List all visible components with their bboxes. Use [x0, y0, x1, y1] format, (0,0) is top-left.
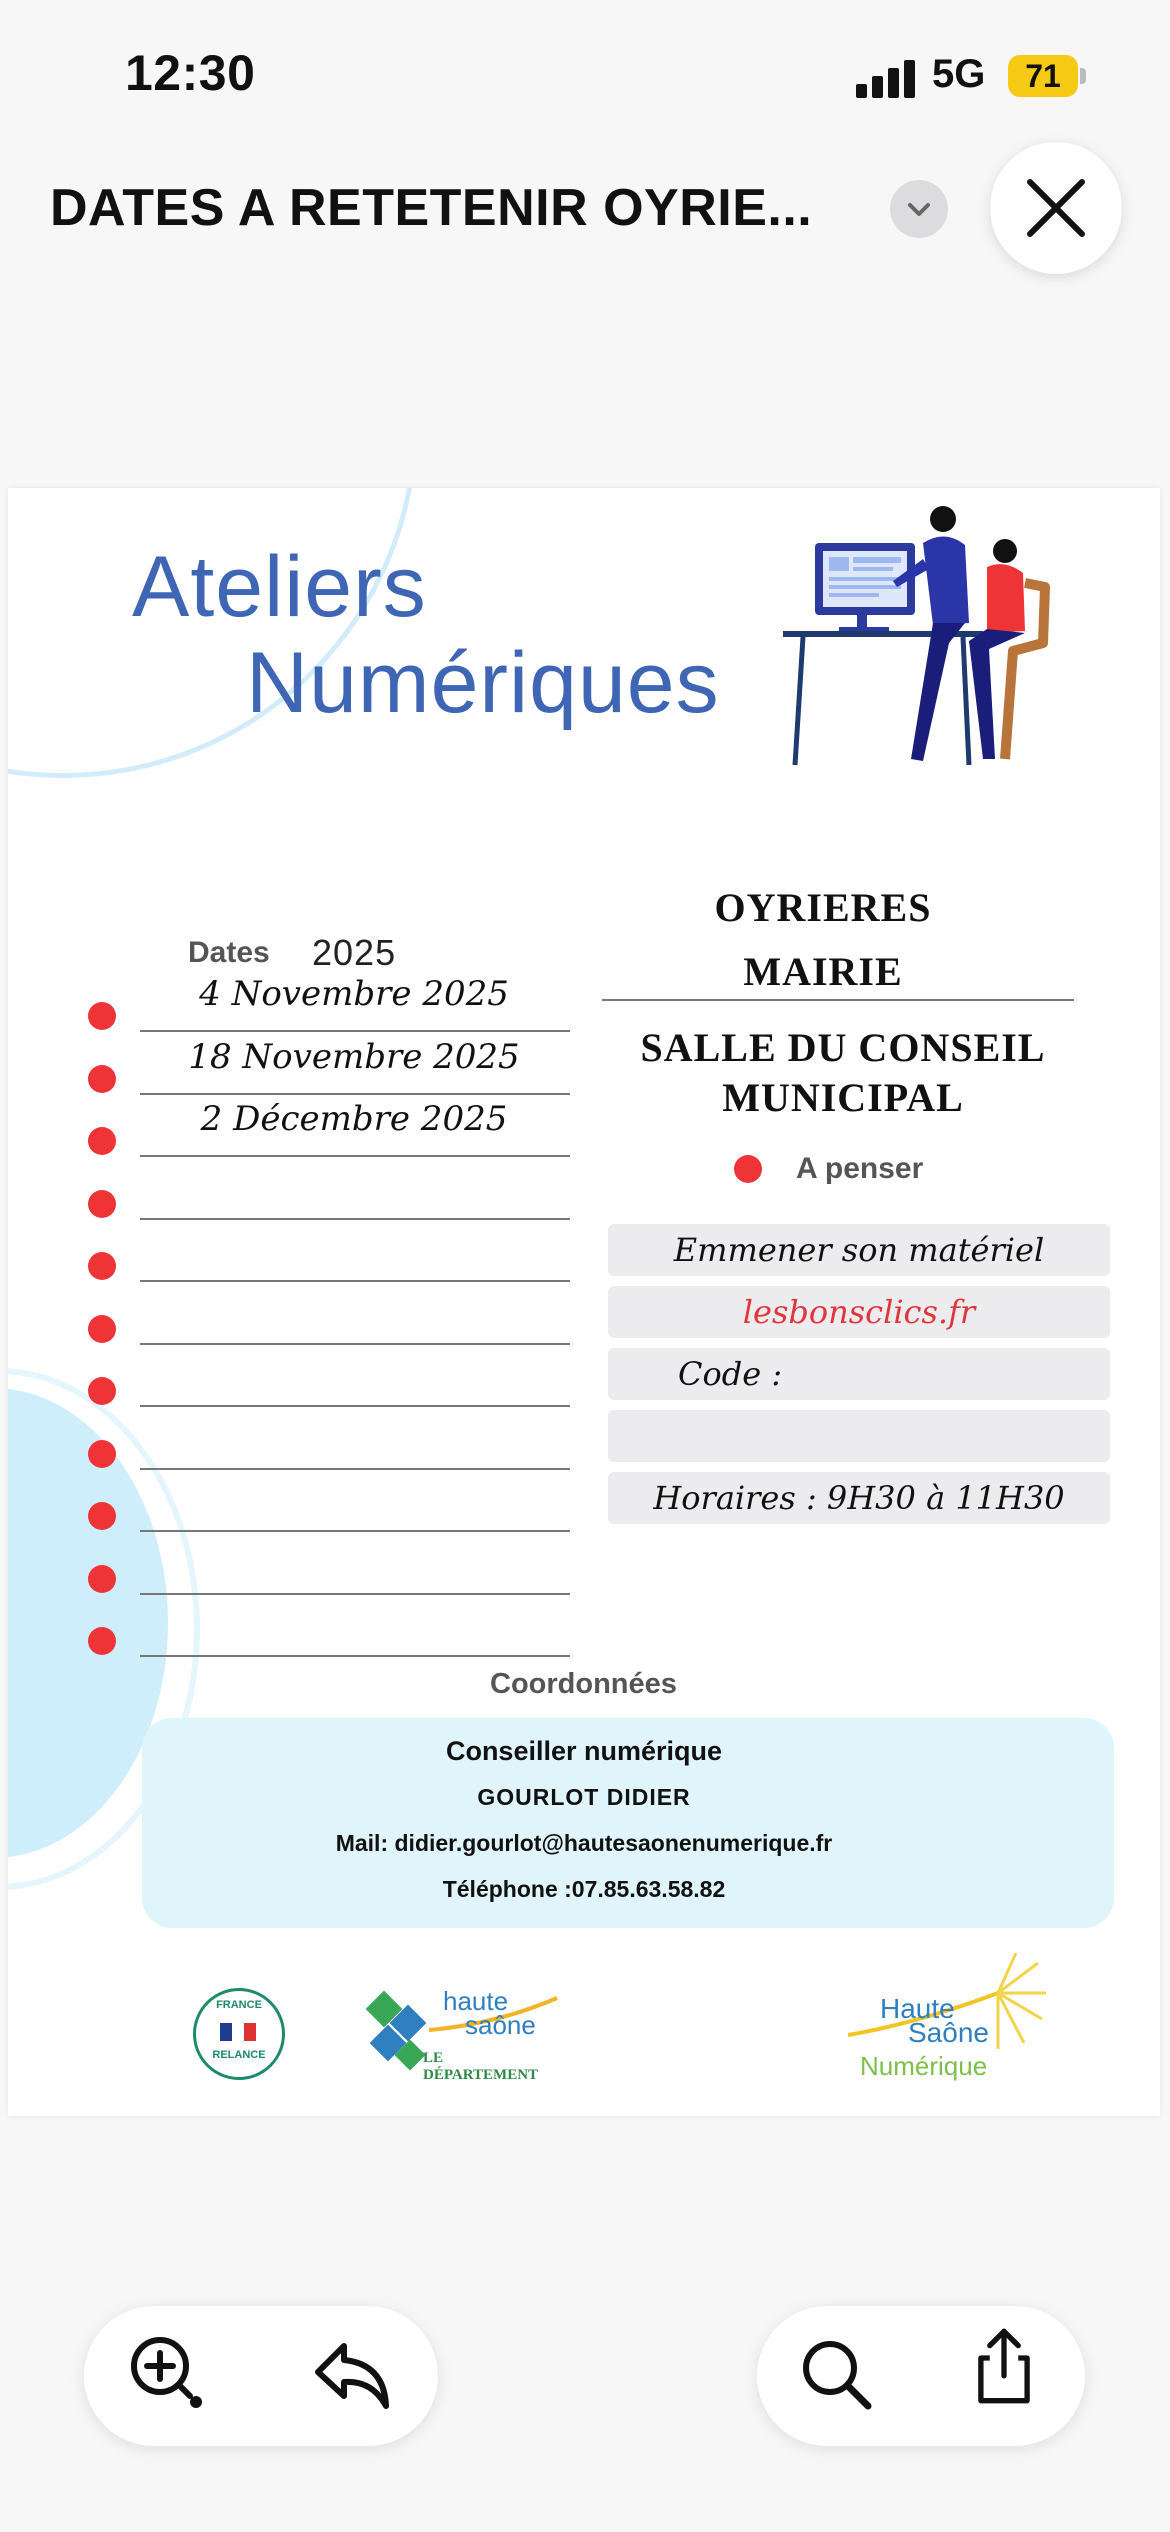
chevron-down-button[interactable]	[890, 180, 948, 238]
date-bullet	[88, 1315, 116, 1343]
battery-tip	[1080, 68, 1086, 84]
contact-role: Conseiller numérique	[445, 1736, 723, 1766]
date-bullet	[88, 1440, 116, 1468]
date-line	[140, 1218, 570, 1220]
location-town: OYRIERES	[714, 885, 932, 930]
date-line	[140, 1405, 570, 1407]
date-entry: 4 Novembre 2025	[199, 974, 509, 1014]
date-bullet	[88, 1065, 116, 1093]
date-line	[140, 1343, 570, 1345]
date-bullet	[88, 1627, 116, 1655]
flag-icon	[220, 2023, 256, 2041]
hs-line3: LE DÉPARTEMENT	[423, 2050, 539, 2083]
signal-icon	[856, 58, 916, 98]
france-relance-logo	[193, 1988, 285, 2080]
haute-saone-departement-logo	[361, 1986, 561, 2083]
flyer-title-line2: Numériques	[246, 635, 720, 731]
hs-line1: haute	[443, 1986, 509, 2016]
date-bullet	[88, 1565, 116, 1593]
website-link[interactable]: lesbonsclics.fr	[742, 1293, 976, 1331]
close-button[interactable]	[990, 142, 1122, 274]
document-page[interactable]	[8, 488, 1160, 2116]
computer-users-illustration	[773, 503, 1073, 773]
date-line	[140, 1655, 570, 1657]
hsn-line3: Numérique	[860, 2051, 988, 2081]
status-time: 12:30	[125, 45, 256, 101]
contact-phone[interactable]: Téléphone :07.85.63.58.82	[442, 1876, 726, 1902]
hsn-line1: Haute	[880, 1993, 955, 2024]
date-entry: 18 Novembre 2025	[188, 1036, 520, 1077]
hsn-line2: Saône	[908, 2017, 989, 2048]
date-entry: 2 Décembre 2025	[200, 1099, 508, 1139]
contact-heading: Coordonnées	[490, 1668, 677, 1700]
date-line	[140, 1093, 570, 1095]
document-title[interactable]: DATES A RETETENIR OYRIE...	[50, 179, 813, 237]
reminder-bullet	[734, 1155, 762, 1183]
flyer-title-line1: Ateliers	[132, 539, 427, 635]
network-label: 5G	[932, 52, 986, 96]
date-line	[140, 1030, 570, 1032]
checklist-item-hours-text: Horaires : 9H30 à 11H30	[653, 1479, 1065, 1517]
search-icon[interactable]	[796, 2334, 876, 2414]
checklist-item-code	[608, 1348, 1110, 1400]
dates-year: 2025	[312, 932, 397, 973]
reminder-label: A penser	[796, 1152, 924, 1185]
date-bullet	[88, 1127, 116, 1155]
zoom-in-icon[interactable]	[124, 2330, 204, 2410]
battery-icon: 71	[1008, 55, 1078, 97]
date-bullet	[88, 1190, 116, 1218]
reply-icon[interactable]	[312, 2334, 392, 2414]
contact-mail[interactable]: Mail: didier.gourlot@hautesaonenumerique.fr	[335, 1830, 833, 1856]
location-room-line2: MUNICIPAL	[722, 1075, 964, 1120]
location-divider	[602, 999, 1074, 1001]
checklist-item-empty	[608, 1410, 1110, 1462]
dates-label: Dates	[188, 936, 270, 969]
relance-line2: RELANCE	[212, 2049, 266, 2061]
location-place: MAIRIE	[743, 949, 903, 994]
date-line	[140, 1593, 570, 1595]
date-bullet	[88, 1252, 116, 1280]
date-line	[140, 1530, 570, 1532]
haute-saone-numerique-logo	[848, 1953, 1048, 2083]
date-line	[140, 1468, 570, 1470]
date-bullet	[88, 1002, 116, 1030]
close-icon	[1024, 176, 1088, 240]
checklist-item-material	[608, 1224, 1110, 1276]
share-icon[interactable]	[964, 2326, 1044, 2406]
date-bullet	[88, 1502, 116, 1530]
date-bullet	[88, 1377, 116, 1405]
chevron-down-icon	[904, 194, 934, 224]
checklist-item-code-text: Code :	[678, 1355, 783, 1393]
date-line	[140, 1280, 570, 1282]
date-line	[140, 1155, 570, 1157]
checklist-item-material-text: Emmener son matériel	[673, 1231, 1045, 1269]
hs-line2: saône	[465, 2010, 536, 2040]
checklist-item-hours	[608, 1472, 1110, 1524]
location-room-line1: SALLE DU CONSEIL	[640, 1025, 1046, 1070]
contact-name: GOURLOT DIDIER	[477, 1784, 691, 1810]
relance-line1: FRANCE	[216, 1999, 262, 2011]
checklist-item-website[interactable]	[608, 1286, 1110, 1338]
